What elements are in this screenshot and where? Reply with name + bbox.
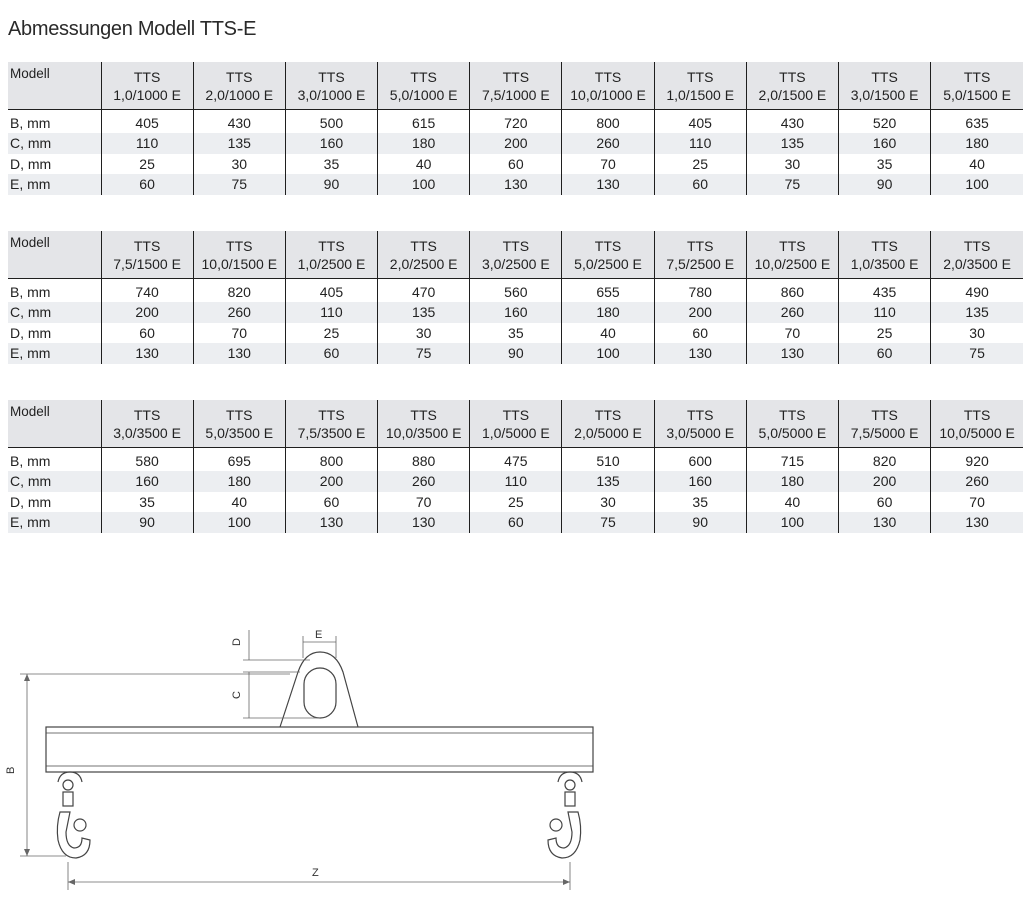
model-code: 1,0/1000 E xyxy=(113,86,181,103)
table-cell: 695 xyxy=(193,448,285,472)
model-series: TTS xyxy=(133,406,161,423)
row-label: C, mm xyxy=(8,302,101,323)
model-series: TTS xyxy=(226,406,253,423)
table-cell: 180 xyxy=(931,133,1023,154)
dim-label-c: C xyxy=(231,691,243,699)
model-column-header xyxy=(839,62,931,110)
model-header-label: Modell xyxy=(8,62,101,110)
table-cell: 35 xyxy=(470,323,562,344)
table-cell: 130 xyxy=(101,343,193,364)
table-cell: 60 xyxy=(285,343,377,364)
model-column-header xyxy=(839,231,931,279)
model-column-header xyxy=(746,62,838,110)
table-cell: 820 xyxy=(839,448,931,472)
model-code: 7,5/1500 E xyxy=(113,255,181,272)
table-cell: 600 xyxy=(654,448,746,472)
table-cell: 40 xyxy=(746,492,838,513)
table-cell: 90 xyxy=(101,512,193,533)
model-column-header xyxy=(101,62,193,110)
model-code: 3,0/5000 E xyxy=(666,424,735,441)
table-cell: 60 xyxy=(839,343,931,364)
table-cell: 110 xyxy=(470,471,562,492)
model-column-header xyxy=(839,400,931,448)
table-cell: 560 xyxy=(470,279,562,303)
model-column-header xyxy=(193,62,285,110)
table-cell: 40 xyxy=(193,492,285,513)
table-cell: 130 xyxy=(285,512,377,533)
table-cell: 60 xyxy=(101,323,193,344)
model-column-header xyxy=(378,231,470,279)
model-code: 1,0/5000 E xyxy=(481,424,550,441)
model-code: 3,0/3500 E xyxy=(113,424,181,441)
model-column-header xyxy=(654,62,746,110)
table-row xyxy=(8,279,1023,303)
table-cell: 180 xyxy=(193,471,285,492)
table-cell: 60 xyxy=(470,512,562,533)
table-cell: 110 xyxy=(839,302,931,323)
model-series: TTS xyxy=(502,237,530,254)
model-series: TTS xyxy=(686,68,714,85)
table-cell: 25 xyxy=(470,492,562,513)
table-cell: 60 xyxy=(470,154,562,175)
table-cell: 200 xyxy=(285,471,377,492)
table-cell: 490 xyxy=(931,279,1023,303)
beam-dimension-drawing xyxy=(0,600,620,899)
model-series: TTS xyxy=(963,406,991,423)
page-title: Abmessungen Modell TTS-E xyxy=(8,18,257,40)
table-cell: 135 xyxy=(193,133,285,154)
table-cell: 130 xyxy=(931,512,1023,533)
table-cell: 130 xyxy=(378,512,470,533)
table-row xyxy=(8,154,1023,175)
model-code: 1,0/3500 E xyxy=(850,255,919,272)
dimension-table xyxy=(8,400,1023,533)
model-series: TTS xyxy=(502,406,530,423)
table-cell: 260 xyxy=(931,471,1023,492)
table-cell: 130 xyxy=(654,343,746,364)
table-cell: 40 xyxy=(562,323,654,344)
model-code: 10,0/2500 E xyxy=(754,255,831,272)
table-cell: 60 xyxy=(654,174,746,195)
table-row xyxy=(8,110,1023,134)
table-cell: 800 xyxy=(562,110,654,134)
dim-label-e: E xyxy=(315,629,323,641)
table-cell: 920 xyxy=(931,448,1023,472)
table-cell: 75 xyxy=(378,343,470,364)
model-column-header xyxy=(285,400,377,448)
dim-label-b: B xyxy=(5,766,17,774)
table-cell: 520 xyxy=(839,110,931,134)
model-column-header xyxy=(654,231,746,279)
model-series: TTS xyxy=(133,68,161,85)
table-cell: 135 xyxy=(746,133,838,154)
model-column-header xyxy=(378,400,470,448)
table-cell: 160 xyxy=(654,471,746,492)
table-cell: 200 xyxy=(839,471,931,492)
table-cell: 100 xyxy=(193,512,285,533)
table-cell: 405 xyxy=(654,110,746,134)
table-cell: 25 xyxy=(654,154,746,175)
table-cell: 30 xyxy=(746,154,838,175)
row-label: E, mm xyxy=(8,512,101,533)
model-header-label: Modell xyxy=(8,400,101,448)
table-cell: 200 xyxy=(470,133,562,154)
model-code: 5,0/2500 E xyxy=(574,255,642,272)
table-cell: 90 xyxy=(285,174,377,195)
table-row xyxy=(8,471,1023,492)
model-series: TTS xyxy=(963,68,991,85)
model-series: TTS xyxy=(410,68,437,85)
table-cell: 470 xyxy=(378,279,470,303)
table-cell: 25 xyxy=(285,323,377,344)
model-code: 10,0/1500 E xyxy=(201,255,278,272)
table-cell: 25 xyxy=(101,154,193,175)
row-label: B, mm xyxy=(10,115,51,131)
table-row xyxy=(8,512,1023,533)
table-cell: 70 xyxy=(746,323,838,344)
model-series: TTS xyxy=(871,68,898,85)
table-row xyxy=(8,492,1023,513)
table-cell: 75 xyxy=(562,512,654,533)
table-header-row xyxy=(8,400,1023,448)
table-cell: 880 xyxy=(378,448,470,472)
model-column-header xyxy=(193,400,285,448)
table-cell: 430 xyxy=(746,110,838,134)
table-row xyxy=(8,323,1023,344)
table-cell: 30 xyxy=(931,323,1023,344)
table-cell: 70 xyxy=(562,154,654,175)
model-code: 5,0/5000 E xyxy=(758,424,827,441)
table-cell: 30 xyxy=(378,323,470,344)
dim-label-d: D xyxy=(231,638,243,646)
table-cell: 110 xyxy=(285,302,377,323)
table-cell: 70 xyxy=(378,492,470,513)
model-code: 2,0/1000 E xyxy=(205,86,274,103)
model-column-header xyxy=(101,400,193,448)
table-cell: 860 xyxy=(746,279,838,303)
model-column-header xyxy=(101,231,193,279)
row-label: B, mm xyxy=(10,284,51,300)
model-series: TTS xyxy=(963,237,991,254)
model-series: TTS xyxy=(318,406,345,423)
model-column-header xyxy=(470,62,562,110)
table-cell: 435 xyxy=(839,279,931,303)
model-column-header xyxy=(470,231,562,279)
table-cell: 430 xyxy=(193,110,285,134)
model-code: 2,0/3500 E xyxy=(943,255,1011,272)
model-code: 7,5/2500 E xyxy=(666,255,735,272)
table-cell: 75 xyxy=(193,174,285,195)
row-label: C, mm xyxy=(8,471,101,492)
table-cell: 135 xyxy=(931,302,1023,323)
table-row xyxy=(8,302,1023,323)
model-series: TTS xyxy=(502,68,530,85)
table-cell: 30 xyxy=(193,154,285,175)
row-label: E, mm xyxy=(8,343,101,364)
model-column-header xyxy=(378,62,470,110)
dim-label-z: Z xyxy=(312,867,319,879)
table-cell: 110 xyxy=(654,133,746,154)
model-series: TTS xyxy=(594,406,622,423)
model-column-header xyxy=(193,231,285,279)
table-cell: 135 xyxy=(562,471,654,492)
model-column-header xyxy=(285,62,377,110)
model-code: 2,0/5000 E xyxy=(574,424,642,441)
table-cell: 130 xyxy=(470,174,562,195)
model-series: TTS xyxy=(594,68,622,85)
table-cell: 475 xyxy=(470,448,562,472)
model-column-header xyxy=(562,400,654,448)
table-cell: 655 xyxy=(562,279,654,303)
table-row xyxy=(8,174,1023,195)
model-series: TTS xyxy=(410,237,437,254)
table-cell: 35 xyxy=(285,154,377,175)
row-label: D, mm xyxy=(10,155,52,172)
table-cell: 25 xyxy=(839,323,931,344)
table-cell: 70 xyxy=(931,492,1023,513)
model-code: 10,0/3500 E xyxy=(385,424,462,441)
table-cell: 75 xyxy=(931,343,1023,364)
table-cell: 715 xyxy=(746,448,838,472)
left-hook xyxy=(57,772,90,858)
lifting-eye xyxy=(280,652,358,727)
spreader-beam xyxy=(46,727,593,772)
table-cell: 100 xyxy=(562,343,654,364)
table-cell: 260 xyxy=(746,302,838,323)
model-code: 5,0/3500 E xyxy=(205,424,274,441)
table-cell: 90 xyxy=(839,174,931,195)
table-cell: 75 xyxy=(746,174,838,195)
model-series: TTS xyxy=(318,237,345,254)
model-series: TTS xyxy=(594,237,622,254)
table-cell: 200 xyxy=(101,302,193,323)
model-series: TTS xyxy=(410,406,437,423)
table-cell: 510 xyxy=(562,448,654,472)
table-cell: 110 xyxy=(101,133,193,154)
table-cell: 500 xyxy=(285,110,377,134)
table-cell: 180 xyxy=(378,133,470,154)
table-cell: 260 xyxy=(378,471,470,492)
model-series: TTS xyxy=(226,237,253,254)
table-cell: 60 xyxy=(654,323,746,344)
table-row xyxy=(8,133,1023,154)
table-cell: 800 xyxy=(285,448,377,472)
dimension-table xyxy=(8,62,1023,195)
model-column-header xyxy=(931,231,1023,279)
table-header-row xyxy=(8,231,1023,279)
model-series: TTS xyxy=(133,237,161,254)
model-code: 7,5/3500 E xyxy=(297,424,366,441)
model-code: 7,5/5000 E xyxy=(850,424,919,441)
table-cell: 100 xyxy=(746,512,838,533)
model-code: 3,0/1000 E xyxy=(297,86,366,103)
row-label: D, mm xyxy=(10,493,52,510)
table-cell: 740 xyxy=(101,279,193,303)
model-column-header xyxy=(746,231,838,279)
row-label: C, mm xyxy=(8,133,101,154)
model-column-header xyxy=(746,400,838,448)
model-series: TTS xyxy=(226,68,253,85)
table-cell: 60 xyxy=(101,174,193,195)
table-cell: 30 xyxy=(562,492,654,513)
table-cell: 60 xyxy=(839,492,931,513)
model-code: 5,0/1500 E xyxy=(943,86,1011,103)
table-cell: 60 xyxy=(285,492,377,513)
table-cell: 90 xyxy=(470,343,562,364)
table-row xyxy=(8,448,1023,472)
model-series: TTS xyxy=(871,406,898,423)
table-cell: 820 xyxy=(193,279,285,303)
model-series: TTS xyxy=(779,237,806,254)
model-series: TTS xyxy=(318,68,345,85)
table-cell: 720 xyxy=(470,110,562,134)
model-series: TTS xyxy=(779,68,806,85)
table-cell: 130 xyxy=(193,343,285,364)
model-code: 10,0/1000 E xyxy=(570,86,646,103)
table-cell: 130 xyxy=(562,174,654,195)
model-column-header xyxy=(562,231,654,279)
table-cell: 70 xyxy=(193,323,285,344)
model-code: 2,0/2500 E xyxy=(389,255,458,272)
table-cell: 40 xyxy=(378,154,470,175)
model-code: 5,0/1000 E xyxy=(389,86,458,103)
right-hook xyxy=(548,772,582,858)
table-cell: 780 xyxy=(654,279,746,303)
table-row xyxy=(8,343,1023,364)
model-column-header xyxy=(285,231,377,279)
model-column-header xyxy=(654,400,746,448)
model-column-header xyxy=(931,400,1023,448)
table-cell: 35 xyxy=(839,154,931,175)
dimension-table xyxy=(8,231,1023,364)
table-cell: 90 xyxy=(654,512,746,533)
table-cell: 180 xyxy=(562,302,654,323)
table-cell: 100 xyxy=(378,174,470,195)
table-cell: 635 xyxy=(931,110,1023,134)
model-column-header xyxy=(931,62,1023,110)
model-code: 7,5/1000 E xyxy=(481,86,550,103)
row-label: D, mm xyxy=(10,324,52,341)
model-code: 1,0/1500 E xyxy=(666,86,735,103)
table-cell: 260 xyxy=(562,133,654,154)
model-code: 2,0/1500 E xyxy=(758,86,827,103)
table-cell: 40 xyxy=(931,154,1023,175)
table-cell: 160 xyxy=(101,471,193,492)
table-cell: 135 xyxy=(378,302,470,323)
table-cell: 580 xyxy=(101,448,193,472)
model-column-header xyxy=(470,400,562,448)
dimension-arrows xyxy=(24,674,570,885)
model-series: TTS xyxy=(686,237,714,254)
table-cell: 405 xyxy=(285,279,377,303)
model-code: 3,0/1500 E xyxy=(850,86,919,103)
model-series: TTS xyxy=(686,406,714,423)
model-column-header xyxy=(562,62,654,110)
model-series: TTS xyxy=(871,237,898,254)
row-label: B, mm xyxy=(10,453,51,469)
table-cell: 260 xyxy=(193,302,285,323)
model-code: 3,0/2500 E xyxy=(481,255,550,272)
model-header-label: Modell xyxy=(8,231,101,279)
table-cell: 160 xyxy=(470,302,562,323)
table-cell: 160 xyxy=(285,133,377,154)
dimension-lines xyxy=(20,630,570,890)
table-cell: 160 xyxy=(839,133,931,154)
table-cell: 35 xyxy=(654,492,746,513)
table-cell: 130 xyxy=(839,512,931,533)
table-cell: 130 xyxy=(746,343,838,364)
model-series: TTS xyxy=(779,406,806,423)
table-cell: 615 xyxy=(378,110,470,134)
model-code: 1,0/2500 E xyxy=(297,255,366,272)
table-cell: 35 xyxy=(101,492,193,513)
table-cell: 180 xyxy=(746,471,838,492)
table-header-row xyxy=(8,62,1023,110)
model-code: 10,0/5000 E xyxy=(939,424,1015,441)
row-label: E, mm xyxy=(8,174,101,195)
table-cell: 100 xyxy=(931,174,1023,195)
table-cell: 200 xyxy=(654,302,746,323)
table-cell: 405 xyxy=(101,110,193,134)
